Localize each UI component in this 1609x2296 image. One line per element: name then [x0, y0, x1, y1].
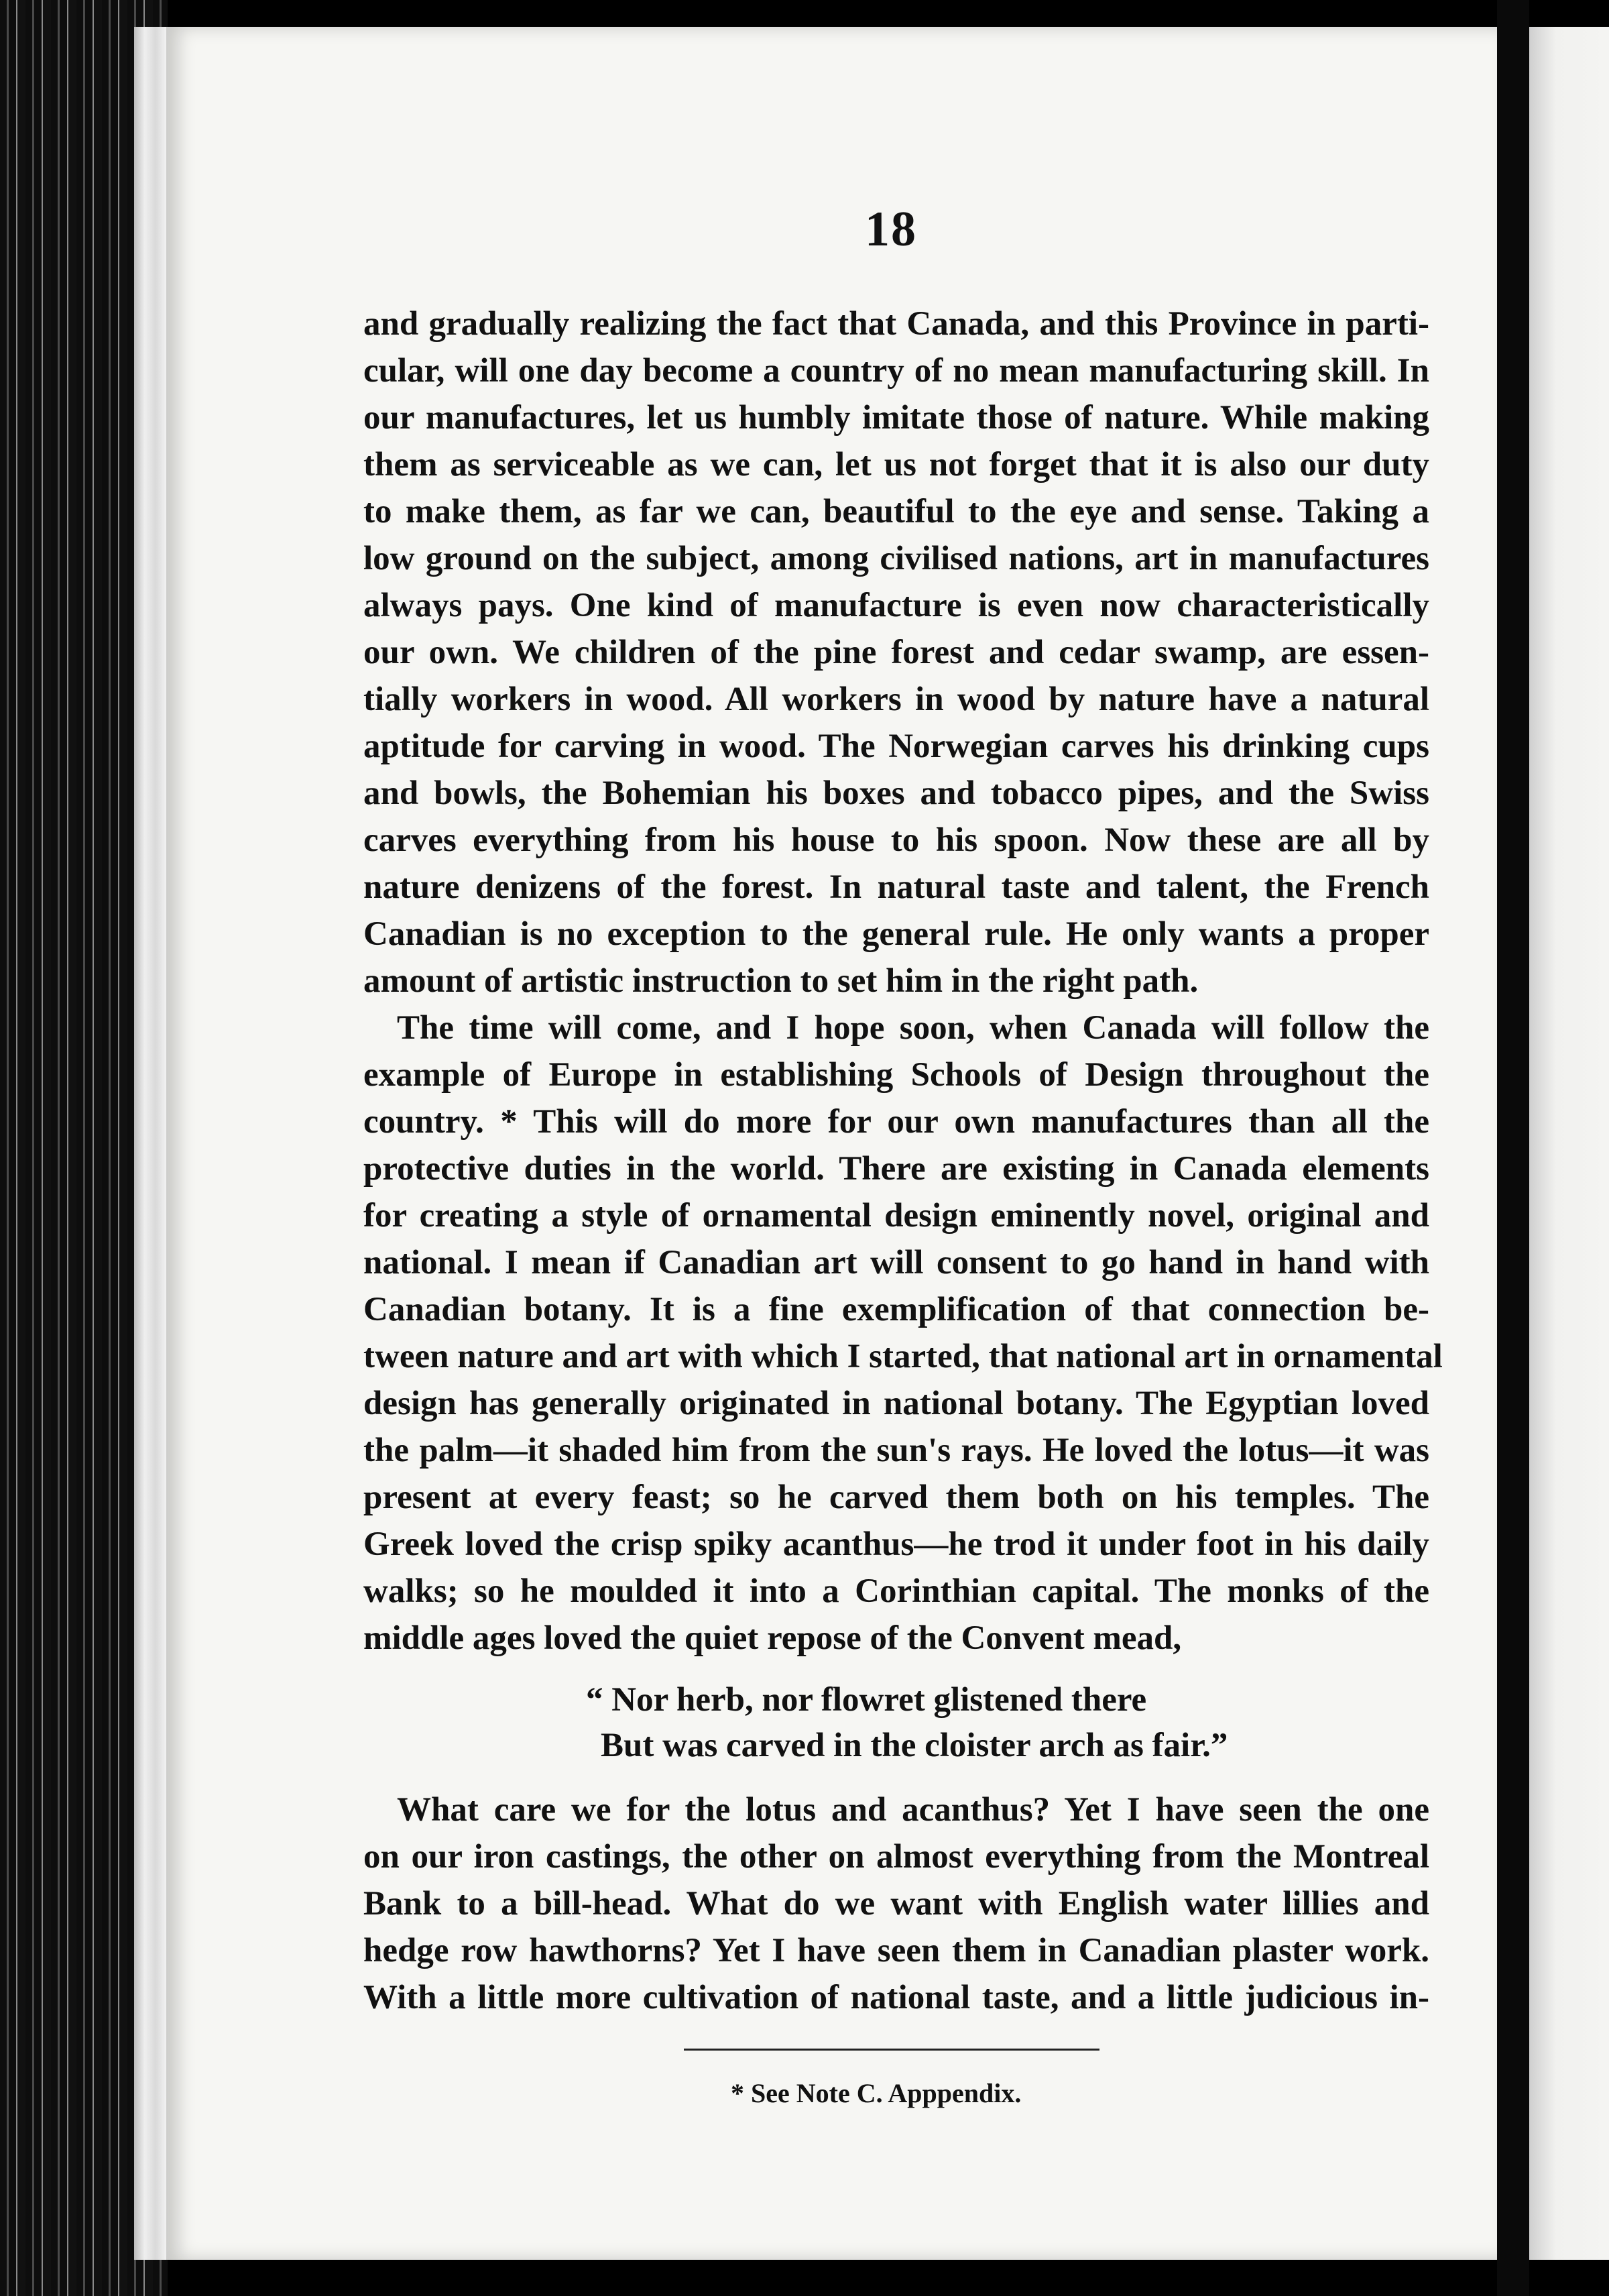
text-line: middle ages loved the quiet repose of the Convent mead,	[363, 1619, 1182, 1657]
text-line: Canadian is no exception to the general rule. He only wants a proper	[363, 915, 1429, 953]
text-line: our own. We children of the pine forest and cedar swamp, are essen-	[363, 634, 1429, 671]
text-line: present at every feast; so he carved them both on his temples. The	[363, 1479, 1429, 1516]
text-line: to make them, as far we can, beautiful to the eye and sense. Taking a	[363, 493, 1429, 530]
gutter-shadow	[1497, 0, 1529, 2296]
text-line: the palm—it shaded him from the sun's rays. He loved the lotus—it was	[363, 1432, 1429, 1469]
footnote: * See Note C. Apppendix.	[731, 2078, 1022, 2108]
text-line: design has generally originated in national botany. The Egyptian loved	[363, 1385, 1429, 1422]
text-line: Canadian botany. It is a fine exemplification of that connection be-	[363, 1291, 1429, 1328]
text-line: for creating a style of ornamental design eminently novel, original and	[363, 1197, 1429, 1235]
page-edges	[134, 27, 166, 2260]
page-number: 18	[865, 202, 917, 257]
text-line: Bank to a bill-head. What do we want with English water lillies and	[363, 1885, 1429, 1922]
text-line: carves everything from his house to his spoon. Now these are all by	[363, 821, 1429, 859]
text-line: and gradually realizing the fact that Canada, and this Province in parti-	[363, 305, 1429, 343]
verse-line: But was carved in the cloister arch as fair.”	[601, 1727, 1228, 1764]
facing-page-edge	[1529, 27, 1609, 2260]
text-line: national. I mean if Canadian art will consent to go hand in hand with	[363, 1244, 1429, 1281]
text-line: our manufactures, let us humbly imitate those of nature. While making	[363, 399, 1429, 437]
text-line: example of Europe in establishing Schools of Design throughout the	[363, 1056, 1429, 1094]
text-line: walks; so he moulded it into a Corinthian capital. The monks of the	[363, 1572, 1429, 1610]
footnote-rule	[684, 2049, 1099, 2051]
text-line: tween nature and art with which I started, that national art in ornamental	[363, 1338, 1443, 1375]
text-line: on our iron castings, the other on almost everything from the Montreal	[363, 1838, 1429, 1876]
text-line: Greek loved the crisp spiky acanthus—he trod it under foot in his daily	[363, 1526, 1429, 1563]
text-line: tially workers in wood. All workers in wood by nature have a natural	[363, 681, 1429, 718]
text-line: protective duties in the world. There are existing in Canada elements	[363, 1150, 1429, 1188]
text-line: nature denizens of the forest. In natural taste and talent, the French	[363, 868, 1429, 906]
text-line: cular, will one day become a country of no mean manufacturing skill. In	[363, 352, 1429, 390]
text-line: With a little more cultivation of national taste, and a little judicious in-	[363, 1979, 1429, 2016]
text-line: low ground on the subject, among civilised nations, art in manufactures	[363, 540, 1429, 577]
text-line: always pays. One kind of manufacture is even now characteristically	[363, 587, 1429, 624]
text-line: hedge row hawthorns? Yet I have seen them in Canadian plaster work.	[363, 1932, 1429, 1969]
text-line: The time will come, and I hope soon, when Canada will follow the	[397, 1009, 1429, 1047]
text-line: amount of artistic instruction to set him in the right path.	[363, 962, 1199, 1000]
text-line: and bowls, the Bohemian his boxes and tobacco pipes, and the Swiss	[363, 774, 1429, 812]
text-line: them as serviceable as we can, let us not forget that it is also our duty	[363, 446, 1429, 483]
text-line: country. * This will do more for our own manufactures than all the	[363, 1103, 1429, 1141]
text-line: What care we for the lotus and acanthus? Yet I have seen the one	[397, 1791, 1429, 1829]
verse-line: “ Nor herb, nor flowret glistened there	[586, 1681, 1147, 1719]
text-line: aptitude for carving in wood. The Norwegian carves his drinking cups	[363, 728, 1429, 765]
